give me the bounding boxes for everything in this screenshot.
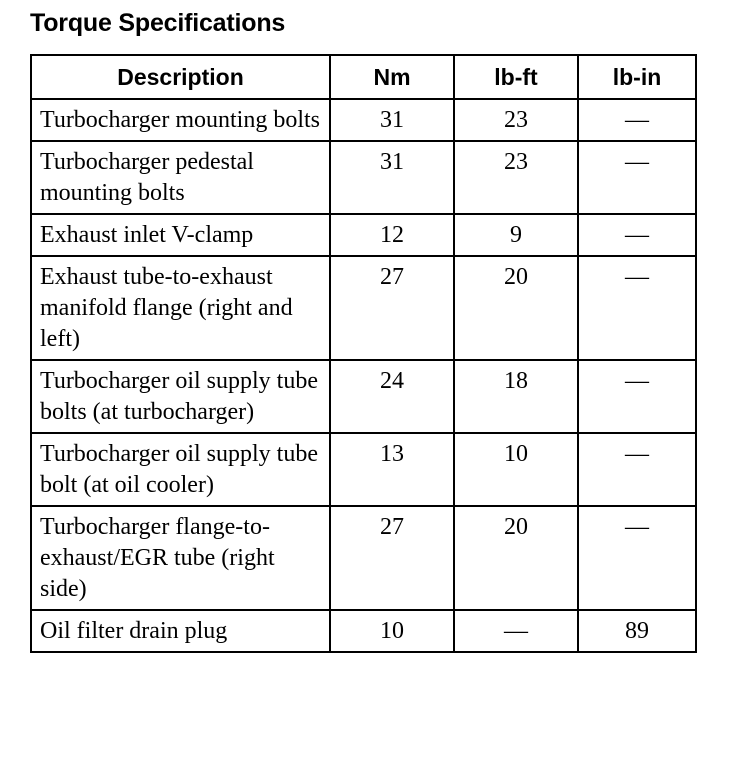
- description-cell: Turbocharger mounting bolts: [31, 99, 330, 141]
- nm-cell: 31: [330, 99, 454, 141]
- lb-ft-cell: 18: [454, 360, 578, 433]
- table-row: [31, 433, 696, 506]
- lb-ft-cell: 9: [454, 214, 578, 256]
- description-cell: Exhaust tube-to-exhaust manifold flange (right and left): [31, 256, 330, 360]
- lb-in-cell: —: [578, 506, 696, 610]
- lb-ft-cell: 20: [454, 506, 578, 610]
- column-header-lb-in: lb-in: [578, 55, 696, 99]
- table-row: [31, 256, 696, 360]
- table-header-row: [31, 55, 696, 99]
- table-row: [31, 360, 696, 433]
- lb-in-cell: —: [578, 256, 696, 360]
- lb-in-cell: —: [578, 360, 696, 433]
- lb-in-cell: —: [578, 99, 696, 141]
- table-row: [31, 214, 696, 256]
- lb-ft-cell: 23: [454, 141, 578, 214]
- description-cell: Turbocharger oil supply tube bolt (at oil cooler): [31, 433, 330, 506]
- torque-specifications-table: [30, 54, 697, 653]
- nm-cell: 27: [330, 256, 454, 360]
- table-row: [31, 506, 696, 610]
- lb-in-cell: —: [578, 141, 696, 214]
- page-title: Torque Specifications: [30, 9, 286, 37]
- lb-ft-cell: 23: [454, 99, 578, 141]
- nm-cell: 24: [330, 360, 454, 433]
- lb-ft-cell: 10: [454, 433, 578, 506]
- table-row: [31, 99, 696, 141]
- nm-cell: 10: [330, 610, 454, 652]
- description-cell: Turbocharger flange-to-exhaust/EGR tube (right side): [31, 506, 330, 610]
- column-header-nm: Nm: [330, 55, 454, 99]
- table-row: [31, 610, 696, 652]
- nm-cell: 13: [330, 433, 454, 506]
- lb-ft-cell: 20: [454, 256, 578, 360]
- nm-cell: 31: [330, 141, 454, 214]
- table-row: [31, 141, 696, 214]
- column-header-lb-ft: lb-ft: [454, 55, 578, 99]
- description-cell: Turbocharger oil supply tube bolts (at turbocharger): [31, 360, 330, 433]
- lb-in-cell: 89: [578, 610, 696, 652]
- lb-in-cell: —: [578, 214, 696, 256]
- lb-ft-cell: —: [454, 610, 578, 652]
- description-cell: Exhaust inlet V-clamp: [31, 214, 330, 256]
- nm-cell: 12: [330, 214, 454, 256]
- description-cell: Oil filter drain plug: [31, 610, 330, 652]
- nm-cell: 27: [330, 506, 454, 610]
- column-header-description: Description: [31, 55, 330, 99]
- description-cell: Turbocharger pedestal mounting bolts: [31, 141, 330, 214]
- lb-in-cell: —: [578, 433, 696, 506]
